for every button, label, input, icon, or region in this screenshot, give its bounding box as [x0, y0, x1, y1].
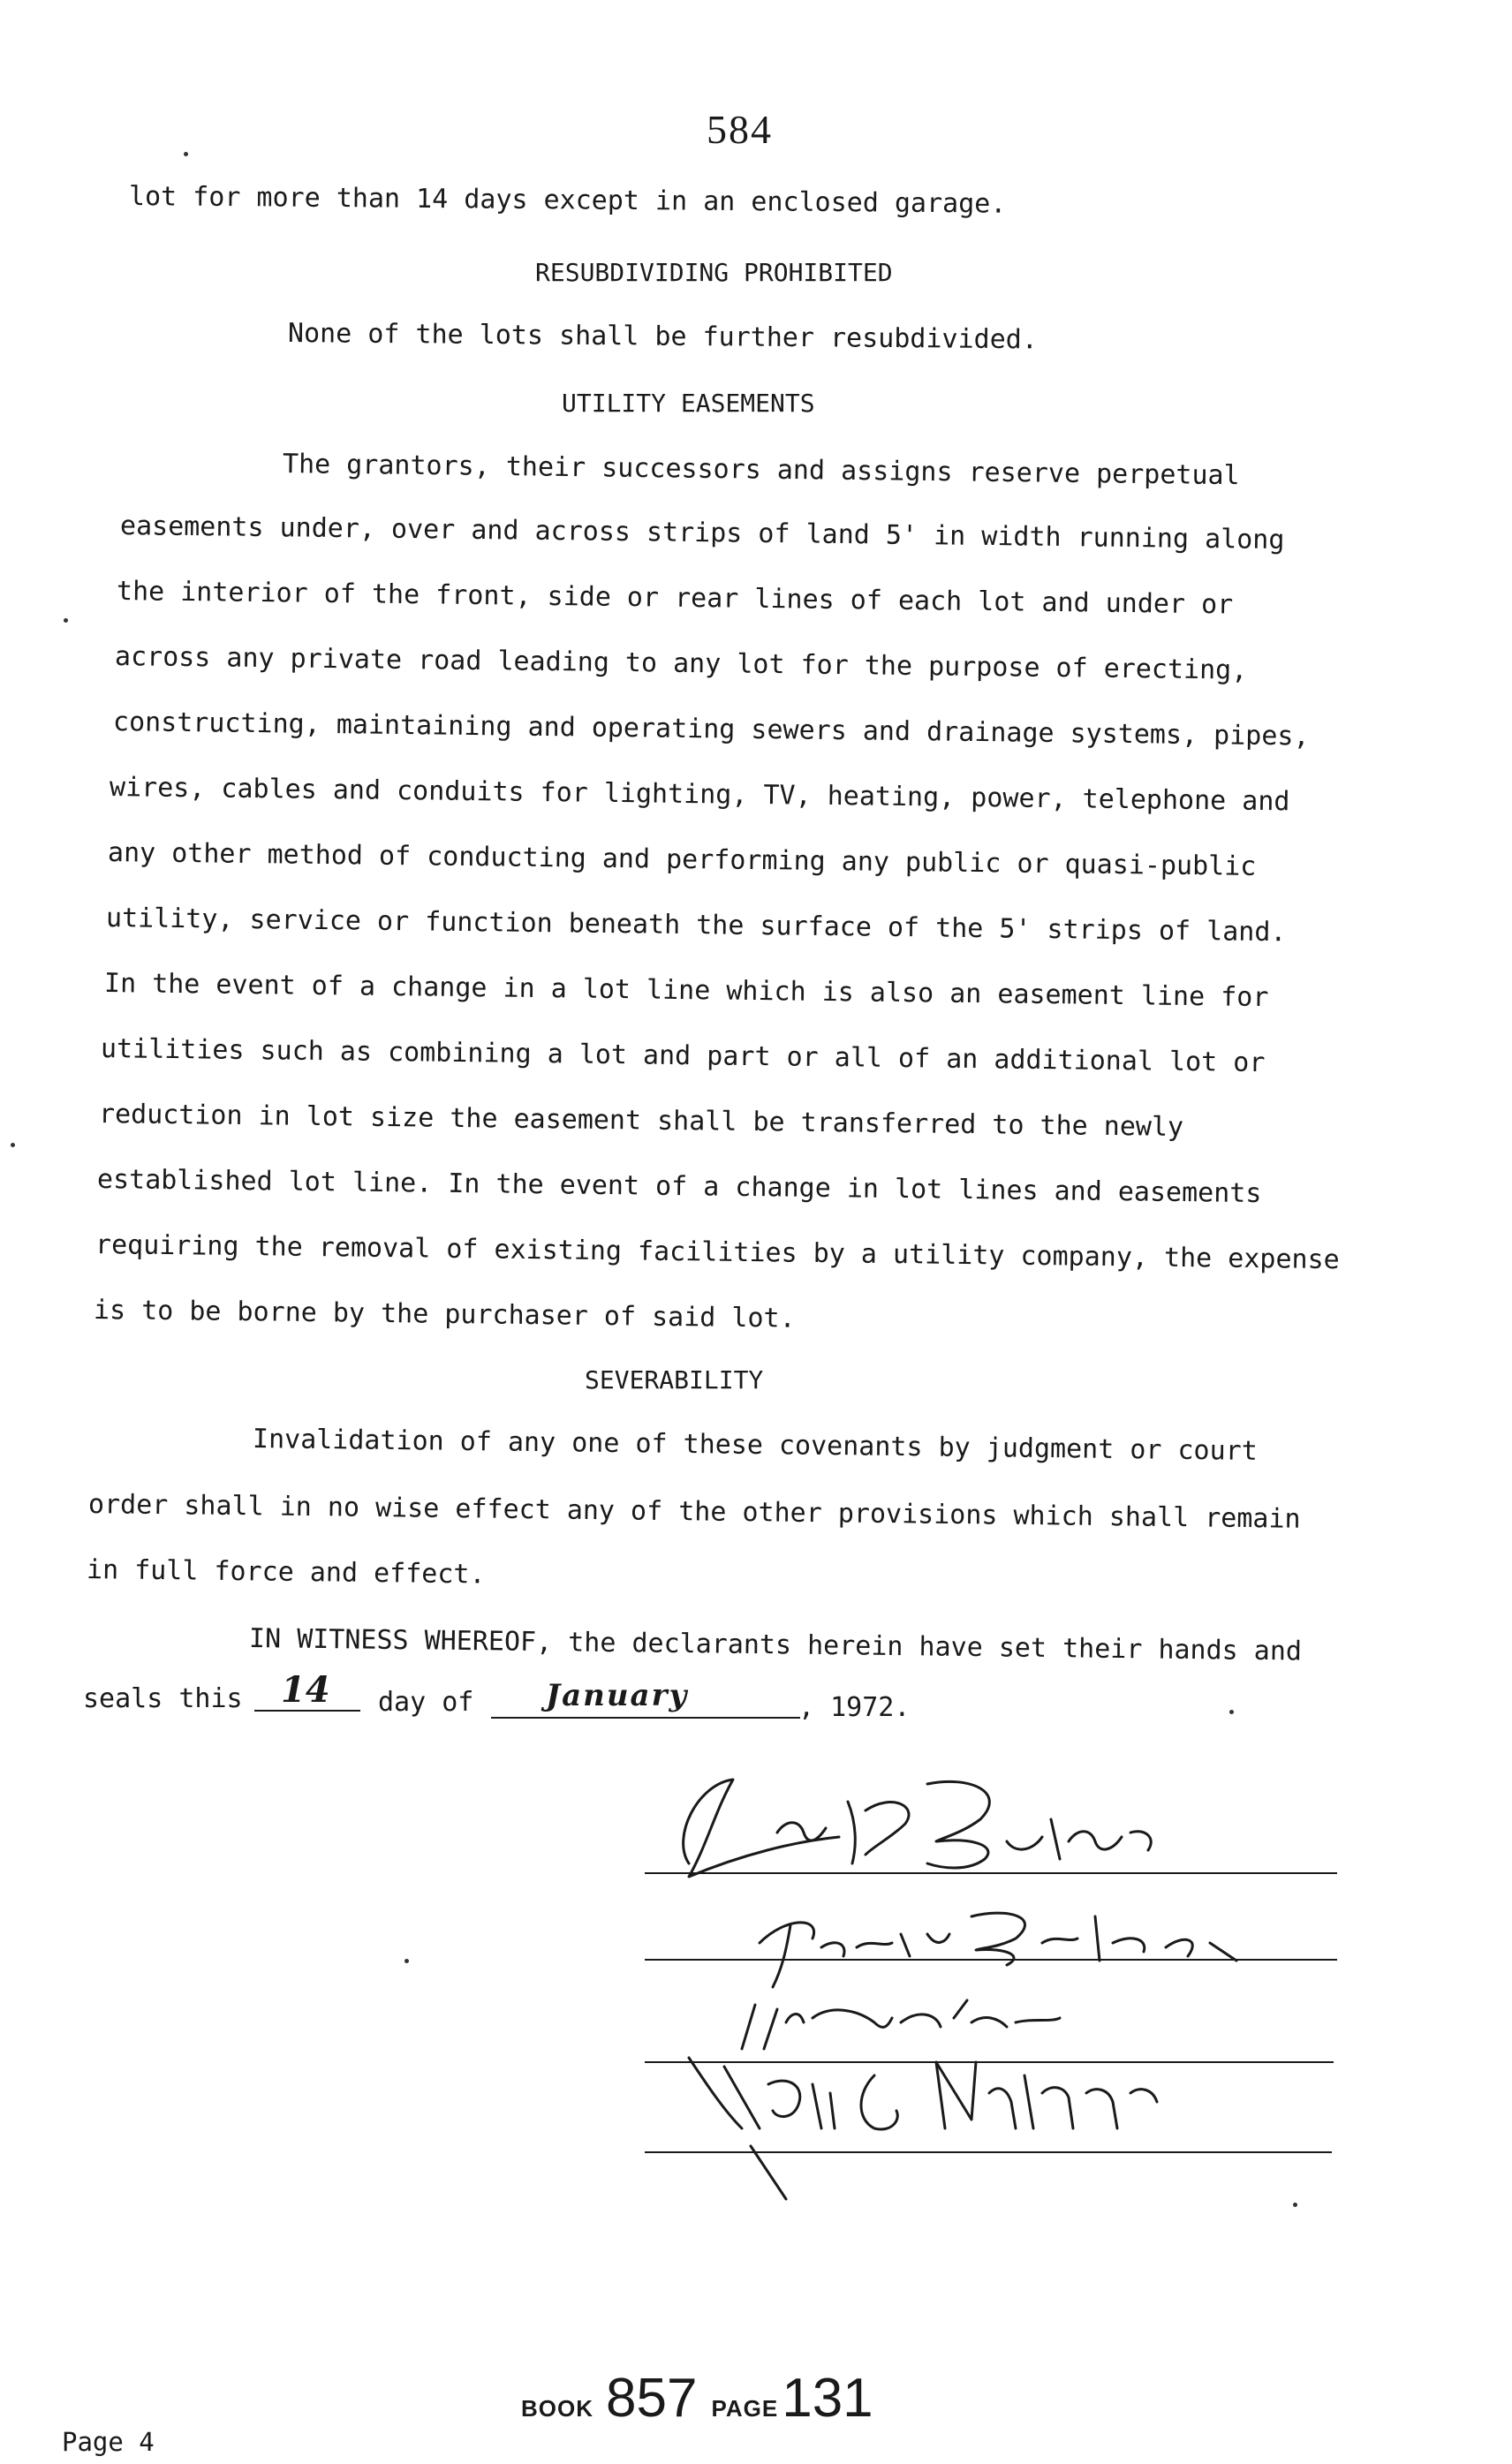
utility-line: utilities such as combining a lot and part or all of an additional lot or — [100, 1033, 1266, 1079]
severability-line: Invalidation of any one of these covenants by judgment or court — [252, 1424, 1259, 1467]
severability-line: in full force and effect. — [86, 1554, 486, 1591]
utility-line: the interior of the front, side or rear lines of each lot and under or — [116, 576, 1234, 621]
page-number: 584 — [707, 107, 773, 152]
utility-line: wires, cables and conduits for lighting, TV, heating, power, telephone and — [109, 772, 1290, 818]
scan-speck — [1229, 1710, 1234, 1714]
book-page-stamp — [521, 2367, 873, 2430]
utility-line: requiring the removal of existing facilities by a utility company, the expense — [94, 1229, 1340, 1276]
utility-line: constructing, maintaining and operating sewers and drainage systems, pipes, — [112, 707, 1310, 752]
book-number: 857 — [606, 2368, 698, 2429]
severability-line: order shall in no wise effect any of the other provisions which shall remain — [87, 1489, 1301, 1535]
utility-line: is to be borne by the purchaser of said lot. — [93, 1295, 796, 1334]
heading-utility-easements: UTILITY EASEMENTS — [562, 389, 815, 418]
signature-3 — [742, 2000, 1060, 2049]
month-value: January — [546, 1678, 689, 1713]
utility-line: any other method of conducting and performing any public or quasi-public — [107, 837, 1257, 882]
seals-prefix: seals this — [83, 1683, 243, 1714]
scan-speck — [404, 1959, 409, 1963]
scan-speck — [64, 618, 68, 623]
book-label: BOOK — [521, 2395, 593, 2422]
heading-resubdividing: RESUBDIVIDING PROHIBITED — [535, 258, 893, 287]
witness-line: IN WITNESS WHEREOF, the declarants herein have set their hands and — [248, 1623, 1303, 1667]
utility-line: The grantors, their successors and assigns reserve perpetual — [282, 449, 1240, 492]
year-text: , 1972. — [798, 1692, 911, 1723]
heading-severability: SEVERABILITY — [585, 1365, 764, 1395]
handwritten-signatures — [636, 1757, 1360, 2217]
utility-line: established lot line. In the event of a change in lot lines and easements — [96, 1164, 1262, 1210]
utility-line: reduction in lot size the easement shall be transferred to the newly — [98, 1099, 1184, 1144]
utility-line: easements under, over and across strips of land 5' in width running along — [119, 510, 1285, 556]
scan-speck — [11, 1143, 15, 1147]
intro-line: lot for more than 14 days except in an enclosed garage. — [128, 181, 1007, 220]
utility-line: In the event of a change in a lot line which is also an easement line for — [103, 968, 1269, 1014]
signature-1 — [684, 1780, 1152, 1877]
signature-4 — [689, 2058, 1157, 2199]
page-stamp-label: PAGE — [711, 2395, 779, 2422]
page-stamp-number: 131 — [782, 2368, 873, 2429]
page-label: Page 4 — [62, 2427, 155, 2457]
day-of-text: day of — [378, 1687, 474, 1718]
scan-speck — [1293, 2203, 1297, 2207]
resubdividing-text: None of the lots shall be further resubdivided. — [287, 318, 1039, 356]
day-value: 14 — [281, 1669, 330, 1711]
utility-line: utility, service or function beneath the surface of the 5' strips of land. — [105, 903, 1287, 949]
signature-2 — [760, 1913, 1236, 1987]
utility-line: across any private road leading to any lot for the purpose of erecting, — [114, 641, 1248, 686]
scan-speck — [184, 152, 188, 156]
